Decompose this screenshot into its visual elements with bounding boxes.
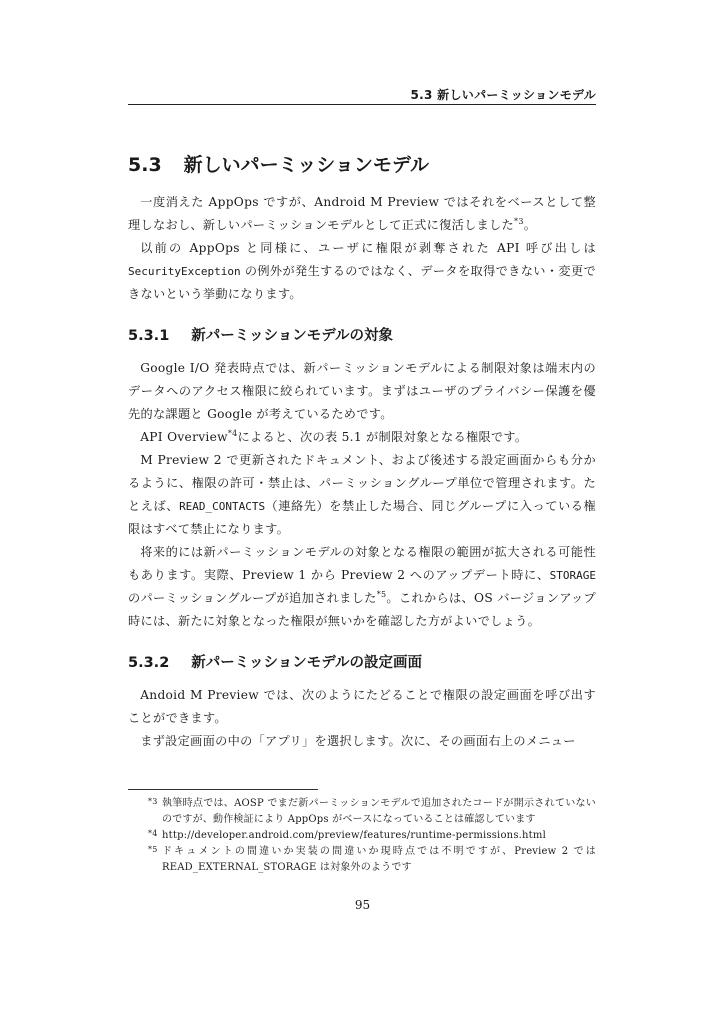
text-run: （連絡先）を禁止した場合、同じグループに入っている権限はすべて禁止になります。 [128, 499, 597, 536]
text-run: によると、次の表 5.1 が制限対象となる権限です。 [237, 430, 528, 444]
text-run: M Preview 2 で更新されたドキュメント、および後述する設定画面からも分かるように、権限の許可・禁止は、パーミッショングループ単位で管理されます。たとえば、 [128, 453, 596, 513]
paragraph [128, 191, 596, 237]
paragraph [128, 237, 596, 306]
footnote-ref[interactable]: *5 [376, 589, 387, 599]
subsection-heading [128, 651, 596, 672]
paragraph: Google I/O 発表時点では、新パーミッションモデルによる制限対象は端末内のデータへのアクセス権限に絞られています。まずはユーザのプライバシー保護を優先的な課題と Google が考えているためです。 [128, 361, 596, 421]
text-run: のパーミッショングループが追加されました [128, 591, 377, 605]
text-run: 以前の AppOps と同様に、ユーザに権限が剥奪された API 呼び出しは [140, 241, 596, 255]
text-run: の例外が発生するのではなく、データを取得できない・変更できないという挙動になります。 [128, 264, 596, 301]
subsection-title: 新パーミッションモデルの対象 [191, 328, 393, 344]
section-number: 5.3 [128, 154, 162, 176]
page-number: 95 [354, 898, 371, 912]
section-title: 新しいパーミッションモデル [183, 154, 429, 176]
code-inline: STORAGE [549, 569, 596, 582]
footnote-mark: *3 [148, 797, 158, 806]
main-content [128, 150, 596, 753]
header-rule [128, 104, 596, 105]
footnote [148, 796, 596, 828]
footnote-text: ドキュメントの間違いか実装の間違いか現時点では不明ですが、Preview 2 では READ_EXTERNAL_STORAGE は対象外のようです [162, 846, 596, 873]
footnote-mark: *5 [148, 845, 158, 854]
footnote-ref[interactable]: *3 [514, 216, 524, 226]
footnote-rule [128, 789, 318, 790]
paragraph [128, 541, 596, 633]
paragraph: Andoid M Preview では、次のようにたどることで権限の設定画面を呼び出すことができます。 [128, 688, 596, 725]
code-inline: READ_CONTACTS [179, 500, 266, 513]
subsection-title: 新パーミッションモデルの設定画面 [191, 655, 422, 671]
text-run: 。これからは、OS バージョンアップ時には、新たに対象となった権限が無いかを確認した方がよいでしょう。 [128, 591, 596, 628]
footnote [148, 828, 596, 844]
paragraph [128, 426, 596, 449]
subsection-heading [128, 324, 596, 345]
text-run: 一度消えた AppOps ですが、Android M Preview ではそれをベースとして整理しなおし、新しいパーミッションモデルとして正式に復活しました [128, 195, 596, 232]
paragraph: まず設定画面の中の「アプリ」を選択します。次に、その画面右上のメニュー [140, 734, 576, 748]
footnote [148, 844, 596, 876]
footnote-url-link[interactable]: http://developer.android.com/preview/features/runtime-permissions.html [162, 830, 546, 841]
footnotes [148, 796, 596, 876]
text-run: API Overview [140, 430, 228, 444]
subsection-number: 5.3.2 [128, 655, 170, 671]
code-inline: SecurityException [128, 265, 241, 278]
section-heading [128, 150, 596, 177]
footnote-ref[interactable]: *4 [227, 428, 238, 438]
footnote-text: 執筆時点では、AOSP でまだ新パーミッションモデルで追加されたコードが開示されていないのですが、動作検証により AppOps がベースになっていることは確認しています [162, 798, 596, 825]
text-run: 将来的には新パーミッションモデルの対象となる権限の範囲が拡大される可能性もあります。実際、Preview 1 から Preview 2 へのアップデート時に、 [128, 545, 596, 582]
running-head: 5.3 新しいパーミッションモデル [410, 88, 596, 102]
paragraph [128, 449, 596, 541]
subsection-number: 5.3.1 [128, 328, 170, 344]
text-run: 。 [523, 218, 537, 232]
footnote-mark: *4 [148, 829, 158, 838]
